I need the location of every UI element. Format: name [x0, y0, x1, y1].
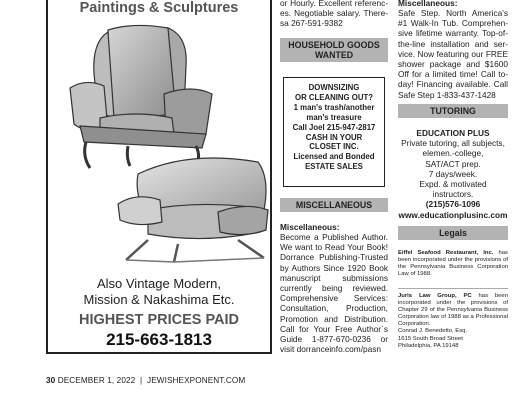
boxed-ad-line: Call Joel 215-947-2817 — [292, 122, 376, 132]
section-header-legals: Legals — [398, 226, 508, 240]
tutor-business-name: EDUCATION PLUS — [416, 128, 490, 138]
walk-in-tub-classified — [398, 0, 508, 100]
tutoring-classified — [398, 128, 508, 220]
classified-title: Miscellaneous: — [398, 0, 458, 8]
antiques-display-ad — [46, 0, 272, 354]
tutor-line: elemen.-college, — [422, 148, 484, 159]
classified-continued-text: or Hourly. Excellent referenc-es. Negotiable salary. There-sa 267-591-9382 — [280, 0, 388, 29]
legal-address-line: 1615 South Broad Street — [398, 335, 463, 342]
boxed-ad-line: DOWNSIZING — [308, 83, 360, 92]
legal-notice-juris — [398, 293, 508, 350]
ad-prices-slogan: HIGHEST PRICES PAID — [78, 312, 240, 328]
classified-body: Become a Published Author. We want to Read Your Book! Dorrance Publishing-Trusted by Authors Since 1920 Book manuscript submissions currently being reviewed. Comprehensive Services: Consultation, Production, Promotion and Distribution. Call for Your Free Author`s Guide 1-877-670-0236 or visit dorranceinfo.com/pasn — [280, 232, 388, 355]
tutor-line: SAT/ACT prep. — [425, 158, 481, 169]
legal-divider — [398, 288, 508, 289]
boxed-ad-line: CLOSET INC. — [309, 142, 359, 152]
legal-notice-eiffel — [398, 250, 508, 278]
publishing-classified — [280, 222, 388, 354]
modern-lounge-chair-illustration — [108, 148, 273, 268]
ad-headline: Paintings & Sculptures — [79, 0, 239, 16]
tutor-line: Expd. & motivated — [419, 179, 487, 190]
tutor-website: www.educationplusinc.com — [398, 209, 508, 220]
boxed-ad-line: CASH IN YOUR — [305, 132, 363, 142]
legal-notice-name: Juris Law Group, PC — [398, 293, 472, 299]
classified-body: Safe Step. North America's #1 Walk-In Tub. Comprehen-sive lifetime warranty. Top-of-the-line installation and ser-vice. Now featuring our FREE shower package and $1600 Off for a limited time! Call to-day! Financing available. Call Safe Step 1-833-437-1428 — [398, 8, 508, 100]
boxed-ad-line: 1 man's trash/another — [293, 102, 375, 112]
tutor-phone: (215)576-1096 — [425, 199, 481, 210]
legal-notice-name: Eiffel Seafood Restaurant, Inc. — [398, 250, 494, 256]
page-footer — [46, 376, 245, 385]
tutor-line: Private tutoring, all subjects, — [401, 138, 505, 149]
boxed-ad-line: Licensed and Bonded — [293, 152, 375, 162]
boxed-ad-line: ESTATE SALES — [305, 162, 363, 172]
legal-notice-text: has been incorporated under the provisions of the Pennsylvania Business Corporation Law of 1988. — [398, 250, 508, 278]
section-header-miscellaneous: MISCELLANEOUS — [280, 198, 388, 212]
section-header-household-goods: HOUSEHOLD GOODS WANTED — [280, 38, 388, 62]
footer-date-site: DECEMBER 1, 2022 | JEWISHEXPONENT.COM — [57, 376, 246, 385]
ad-tagline-line-1: Also Vintage Modern, — [96, 276, 222, 291]
boxed-ad-line: man's treasure — [306, 112, 362, 122]
legal-address-line: Conrad J. Benedetto, Esq. — [398, 328, 468, 335]
section-header-tutoring: TUTORING — [398, 104, 508, 118]
tutor-line: instructors. — [432, 189, 474, 200]
ad-phone-number: 215-663-1813 — [106, 330, 212, 349]
legal-address-line: Philadelphia, PA 19148 — [398, 342, 459, 349]
page-number: 30 — [46, 376, 56, 385]
tutor-line: 7 days/week. — [428, 168, 478, 179]
estate-sales-boxed-ad — [283, 77, 385, 187]
ad-tagline-line-2: Mission & Nakashima Etc. — [83, 292, 235, 307]
legal-notice-text: has been incorporated under the provisions of Chapter 29 of the Pennsylvania Business Corporation law of 1988 as a Professional Corporation. — [398, 293, 508, 328]
classified-title: Miscellaneous: — [280, 222, 340, 232]
boxed-ad-line: OR CLEANING OUT? — [295, 92, 373, 102]
